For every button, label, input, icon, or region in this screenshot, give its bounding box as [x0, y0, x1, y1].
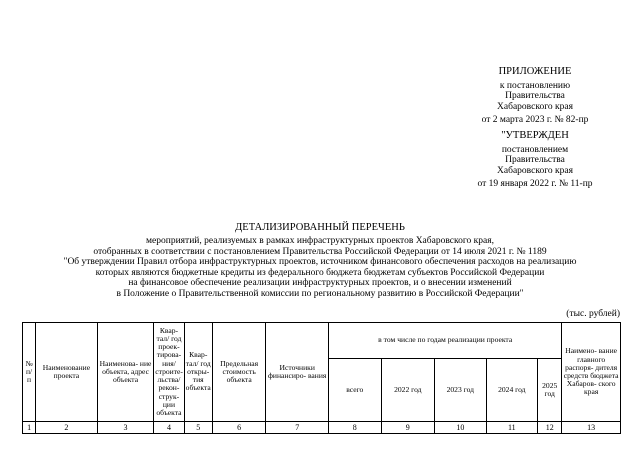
- document-intro: [20, 236, 620, 299]
- header-cost: Предельная стоимость объекта: [212, 323, 266, 422]
- appendix-block: [455, 67, 615, 126]
- intro-line: в Положение о Правительственной комиссии по региональному развитию в Российской Федерации": [116, 288, 524, 299]
- approval-line: Правительства: [505, 155, 565, 165]
- column-number: 4: [154, 422, 184, 434]
- header-num: № п/п: [23, 323, 36, 422]
- header-quarter-year-open: Квар- тал/ год откры- тия объекта: [184, 323, 212, 422]
- appendix-line: к постановлению: [499, 80, 571, 91]
- approval-heading: "УТВЕРЖДЕН: [501, 130, 569, 141]
- header-year-2024: 2024 год: [486, 359, 538, 422]
- appendix-date-line: от 2 марта 2023 г. № 82-пр: [481, 115, 589, 125]
- approval-date-line: от 19 января 2022 г. № 11-пр: [477, 179, 593, 189]
- intro-line: на финансовое обеспечение реализации инфраструктурных проектов, и о внесении изменений: [128, 278, 512, 288]
- appendix-line: Хабаровского края: [497, 101, 573, 112]
- header-sources: Источники финансиро- вания: [266, 323, 329, 422]
- column-number: 10: [435, 422, 487, 434]
- column-number-row: [23, 422, 621, 434]
- column-number: 7: [266, 422, 329, 434]
- table-header-row: [23, 323, 621, 359]
- header-admin: Наимено- вание главного распоря- дителя средств бюджета Хабаров- ского края: [562, 323, 621, 422]
- projects-table: [22, 322, 621, 434]
- column-number: 1: [23, 422, 36, 434]
- header-year-2022: 2022 год: [381, 359, 435, 422]
- appendix-heading: ПРИЛОЖЕНИЕ: [498, 66, 572, 77]
- approval-block: [455, 131, 615, 190]
- header-year-2025: 2025 год: [538, 359, 562, 422]
- column-number: 3: [97, 422, 154, 434]
- document-title: ДЕТАЛИЗИРОВАННЫЙ ПЕРЕЧЕНЬ: [235, 222, 405, 233]
- column-number: 13: [562, 422, 621, 434]
- column-number: 5: [184, 422, 212, 434]
- intro-line: которых являются бюджетные кредиты из федерального бюджета бюджетам субъектов Российской Федерации: [95, 267, 545, 278]
- column-number: 11: [486, 422, 538, 434]
- approval-line: Хабаровского края: [497, 165, 573, 176]
- column-number: 2: [36, 422, 98, 434]
- header-total: всего: [329, 359, 382, 422]
- column-number: 9: [381, 422, 435, 434]
- header-quarter-year-design: Квар- тал/ год проек- тирова- ния/ строите- льства/ рекон- струк- ции объекта: [154, 323, 184, 422]
- approval-line: постановлением: [501, 144, 569, 155]
- column-number: 8: [329, 422, 382, 434]
- intro-line: "Об утверждении Правил отбора инфраструктурных проектов, источником финансового обеспечения расходов на реализацию: [63, 257, 577, 267]
- appendix-line: Правительства: [505, 91, 565, 101]
- units-label: (тыс. рублей): [566, 309, 620, 319]
- intro-line: отобранных в соответствии с постановлением Правительства Российской Федерации от 14 июля 2021 г. № 1189: [93, 246, 547, 257]
- header-object: Наименова- ние объекта, адрес объекта: [97, 323, 154, 422]
- header-year-2023: 2023 год: [435, 359, 487, 422]
- column-number: 12: [538, 422, 562, 434]
- intro-line: мероприятий, реализуемых в рамках инфраструктурных проектов Хабаровского края,: [146, 236, 494, 246]
- column-number: 6: [212, 422, 266, 434]
- header-project: Наименование проекта: [36, 323, 98, 422]
- header-years-group: в том числе по годам реализации проекта: [329, 323, 562, 359]
